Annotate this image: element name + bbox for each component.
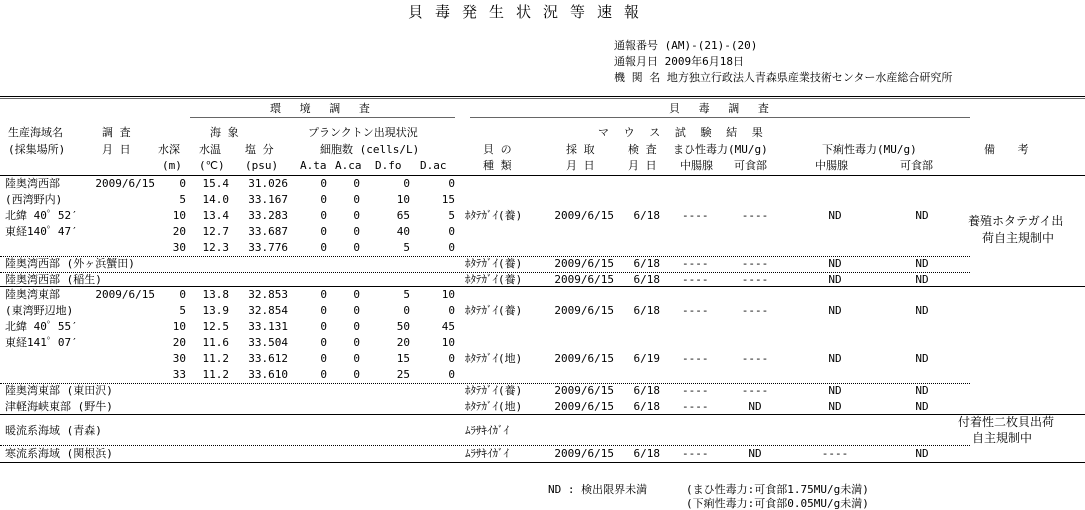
aca-header: A.ca (335, 159, 362, 172)
remark-1-line-1: 養殖ホタテガイ出 (968, 214, 1064, 228)
agency-name: 機 関 名 地方独立行政法人青森県産業技術センター水産総合研究所 (614, 71, 953, 84)
cell-psp-gut: ---- (682, 304, 709, 317)
cell-dsp-gut: ND (828, 304, 842, 317)
cell-dsp-gut: ND (828, 352, 842, 365)
dac-header: D.ac (420, 159, 447, 172)
cell-insp: 6/18 (633, 304, 660, 317)
temp-header: 水温 (199, 143, 221, 156)
header-bottom-border (0, 175, 1085, 176)
cell-sal: 33.610 (248, 368, 288, 381)
cell-dsp-edible: ND (915, 384, 929, 397)
cell-psp-edible: ND (748, 447, 762, 460)
cell-dfo: 5 (403, 241, 410, 254)
cell-aca: 0 (353, 241, 360, 254)
cell-sal: 33.283 (248, 209, 288, 222)
cell-samp: 2009/6/15 (554, 209, 614, 222)
cell-dac: 0 (448, 368, 455, 381)
dsp-edible-header: 可食部 (900, 159, 933, 172)
cell-ata: 0 (320, 368, 327, 381)
cell-depth: 30 (172, 241, 186, 254)
depth-header-1: 水深 (158, 143, 180, 156)
cell-psp-gut: ---- (682, 273, 709, 286)
footnote-dsp: (下痢性毒力:可食部0.05MU/g未満) (686, 497, 869, 510)
cell-dsp-edible: ND (915, 304, 929, 317)
cell-depth: 10 (172, 209, 186, 222)
toxin-survey-header: 貝 毒 調 査 (669, 102, 775, 115)
cell-temp: 11.2 (202, 368, 229, 381)
group-separator (0, 414, 1085, 415)
sampling-header-2: 月 日 (566, 159, 595, 172)
cell-temp: 11.2 (202, 352, 229, 365)
cell-dsp-edible: ND (915, 447, 929, 460)
row-separator (0, 256, 970, 257)
cell-dsp-edible: ND (915, 257, 929, 270)
cell-temp: 15.4 (202, 177, 229, 190)
cell-temp: 11.6 (202, 336, 229, 349)
cell-depth: 5 (179, 193, 186, 206)
sampling-header-1: 採 取 (566, 143, 595, 156)
cell-temp: 13.4 (202, 209, 229, 222)
table-top-border-inner (0, 98, 1085, 99)
cell-aca: 0 (353, 288, 360, 301)
cell-dsp-gut: ND (828, 400, 842, 413)
cell-sal: 31.026 (248, 177, 288, 190)
toxin-underline (470, 117, 970, 118)
cell-shell: ﾑﾗｻｷｲｶﾞｲ (465, 424, 509, 437)
cell-samp: 2009/6/15 (554, 384, 614, 397)
salinity-header: 塩 分 (245, 143, 274, 156)
report-date: 通報月日 2009年6月18日 (614, 55, 744, 68)
cell-psp-gut: ---- (682, 209, 709, 222)
row-separator (0, 445, 970, 446)
cell-area: (西湾野内) (5, 193, 63, 206)
cell-insp: 6/19 (633, 352, 660, 365)
inspection-header-1: 検 査 (628, 143, 657, 156)
cell-samp: 2009/6/15 (554, 400, 614, 413)
cell-shell: ﾎﾀﾃｶﾞｲ(養) (465, 257, 523, 270)
dfo-header: D.fo (375, 159, 402, 172)
mouse-test-header: マ ウ ス 試 験 結 果 (598, 126, 767, 139)
cell-dsp-gut: ---- (821, 447, 849, 460)
cell-temp: 12.7 (202, 225, 229, 238)
cell-dac: 10 (441, 288, 455, 301)
cell-depth: 30 (172, 352, 186, 365)
cell-psp-gut: ---- (682, 400, 709, 413)
cell-date: 2009/6/15 (95, 288, 155, 301)
cell-depth: 10 (172, 320, 186, 333)
cell-insp: 6/18 (633, 447, 660, 460)
cell-area: 陸奥湾東部 (東田沢) (5, 384, 113, 397)
cell-aca: 0 (353, 193, 360, 206)
cell-sal: 33.167 (248, 193, 288, 206)
cell-dfo: 65 (396, 209, 410, 222)
cell-dsp-gut: ND (828, 273, 842, 286)
cell-sal: 33.687 (248, 225, 288, 238)
cell-aca: 0 (353, 368, 360, 381)
cell-area: 陸奥湾東部 (5, 288, 60, 301)
cell-aca: 0 (353, 320, 360, 333)
cell-psp-edible: ---- (741, 209, 769, 222)
cell-area: 東経141゜07′ (5, 336, 78, 349)
psp-gut-header: 中腸腺 (680, 159, 713, 172)
cell-psp-edible: ND (748, 400, 762, 413)
cell-area: 東経140゜47′ (5, 225, 78, 238)
cell-dfo: 15 (396, 352, 410, 365)
row-separator (0, 383, 970, 384)
footnote-nd: ND : 検出限界未満 (548, 483, 648, 496)
cell-dsp-edible: ND (915, 273, 929, 286)
cell-aca: 0 (353, 225, 360, 238)
cell-samp: 2009/6/15 (554, 304, 614, 317)
cell-depth: 0 (179, 288, 186, 301)
cell-depth: 5 (179, 304, 186, 317)
sea-header: 海 象 (210, 126, 239, 139)
cell-dac: 0 (448, 352, 455, 365)
footnote-psp: (まひ性毒力:可食部1.75MU/g未満) (686, 483, 869, 496)
cell-samp: 2009/6/15 (554, 273, 614, 286)
shell-header-2: 種 類 (483, 159, 512, 172)
cells-header: 細胞数 (cells/L) (320, 143, 420, 156)
cell-dsp-gut: ND (828, 209, 842, 222)
cell-dfo: 0 (403, 304, 410, 317)
cell-area: 陸奥湾西部 (5, 177, 60, 190)
cell-dsp-gut: ND (828, 257, 842, 270)
cell-aca: 0 (353, 177, 360, 190)
psp-header: まひ性毒力(MU/g) (673, 143, 768, 156)
cell-dfo: 20 (396, 336, 410, 349)
cell-dac: 0 (448, 225, 455, 238)
cell-dfo: 0 (403, 177, 410, 190)
env-survey-header: 環 境 調 査 (270, 102, 376, 115)
cell-psp-edible: ---- (741, 384, 769, 397)
cell-area: 北緯 40゜55′ (5, 320, 78, 333)
cell-sal: 33.776 (248, 241, 288, 254)
temp-unit: (℃) (199, 159, 225, 172)
cell-ata: 0 (320, 177, 327, 190)
cell-temp: 13.9 (202, 304, 229, 317)
cell-dfo: 40 (396, 225, 410, 238)
cell-shell: ﾑﾗｻｷｲｶﾞｲ (465, 447, 509, 460)
cell-dsp-edible: ND (915, 209, 929, 222)
remark-2-line-2: 自主規制中 (972, 431, 1033, 445)
cell-temp: 13.8 (202, 288, 229, 301)
dsp-gut-header: 中腸腺 (815, 159, 848, 172)
table-top-border (0, 96, 1085, 97)
cell-insp: 6/18 (633, 257, 660, 270)
cell-sal: 33.131 (248, 320, 288, 333)
cell-insp: 6/18 (633, 384, 660, 397)
salinity-unit: (psu) (245, 159, 279, 172)
dsp-header: 下痢性毒力(MU/g) (822, 143, 917, 156)
plankton-header: プランクトン出現状況 (308, 126, 418, 139)
cell-dac: 15 (441, 193, 455, 206)
date-header-1: 調 査 (102, 126, 131, 139)
cell-ata: 0 (320, 352, 327, 365)
cell-dac: 0 (448, 177, 455, 190)
cell-dfo: 50 (396, 320, 410, 333)
cell-samp: 2009/6/15 (554, 447, 614, 460)
cell-samp: 2009/6/15 (554, 257, 614, 270)
group-separator (0, 286, 1085, 287)
cell-area: 暖流系海域 (青森) (5, 424, 102, 437)
cell-dsp-edible: ND (915, 352, 929, 365)
cell-sal: 32.853 (248, 288, 288, 301)
cell-depth: 20 (172, 336, 186, 349)
cell-psp-edible: ---- (741, 304, 769, 317)
cell-dac: 5 (448, 209, 455, 222)
cell-dac: 45 (441, 320, 455, 333)
table-bottom-border (0, 462, 1085, 463)
cell-temp: 12.5 (202, 320, 229, 333)
cell-shell: ﾎﾀﾃｶﾞｲ(地) (465, 400, 523, 413)
cell-psp-edible: ---- (741, 273, 769, 286)
cell-aca: 0 (353, 336, 360, 349)
remarks-header: 備 考 (984, 143, 1037, 156)
cell-shell: ﾎﾀﾃｶﾞｲ(養) (465, 273, 523, 286)
cell-depth: 33 (172, 368, 186, 381)
cell-area: 寒流系海域 (関根浜) (5, 447, 113, 460)
date-header-2: 月 日 (102, 143, 131, 156)
cell-ata: 0 (320, 241, 327, 254)
cell-aca: 0 (353, 304, 360, 317)
depth-header-2: (m) (162, 159, 182, 172)
cell-aca: 0 (353, 209, 360, 222)
cell-dac: 0 (448, 304, 455, 317)
report-title: 貝毒発生状況等速報 (408, 3, 652, 21)
inspection-header-2: 月 日 (628, 159, 657, 172)
cell-area: 津軽海峡東部 (野牛) (5, 400, 113, 413)
env-underline (190, 117, 455, 118)
cell-shell: ﾎﾀﾃｶﾞｲ(養) (465, 384, 523, 397)
area-header-1: 生産海域名 (8, 126, 63, 139)
row-separator (0, 272, 970, 273)
remark-1-line-2: 荷自主規制中 (982, 231, 1055, 245)
cell-sal: 33.504 (248, 336, 288, 349)
cell-sal: 32.854 (248, 304, 288, 317)
cell-ata: 0 (320, 225, 327, 238)
psp-edible-header: 可食部 (734, 159, 767, 172)
cell-temp: 12.3 (202, 241, 229, 254)
area-header-2: (採集場所) (8, 143, 66, 156)
report-number: 通報番号 (AM)-(21)-(20) (614, 39, 758, 52)
cell-insp: 6/18 (633, 273, 660, 286)
cell-psp-edible: ---- (741, 257, 769, 270)
cell-area: 陸奥湾西部 (稲生) (5, 273, 102, 286)
cell-aca: 0 (353, 352, 360, 365)
cell-depth: 20 (172, 225, 186, 238)
cell-dfo: 10 (396, 193, 410, 206)
cell-dsp-edible: ND (915, 400, 929, 413)
cell-dsp-gut: ND (828, 384, 842, 397)
remark-2-line-1: 付着性二枚貝出荷 (958, 415, 1055, 429)
cell-shell: ﾎﾀﾃｶﾞｲ(地) (465, 352, 523, 365)
cell-shell: ﾎﾀﾃｶﾞｲ(養) (465, 304, 523, 317)
cell-ata: 0 (320, 209, 327, 222)
cell-area: 北緯 40゜52′ (5, 209, 78, 222)
cell-psp-edible: ---- (741, 352, 769, 365)
cell-shell: ﾎﾀﾃｶﾞｲ(養) (465, 209, 523, 222)
cell-ata: 0 (320, 193, 327, 206)
cell-depth: 0 (179, 177, 186, 190)
cell-psp-gut: ---- (682, 384, 709, 397)
cell-dac: 0 (448, 241, 455, 254)
cell-dfo: 25 (396, 368, 410, 381)
cell-samp: 2009/6/15 (554, 352, 614, 365)
cell-ata: 0 (320, 288, 327, 301)
cell-area: 陸奥湾西部 (外ヶ浜蟹田) (5, 257, 135, 270)
cell-dac: 10 (441, 336, 455, 349)
shell-header-1: 貝 の (483, 143, 512, 156)
cell-sal: 33.612 (248, 352, 288, 365)
cell-dfo: 5 (403, 288, 410, 301)
cell-ata: 0 (320, 320, 327, 333)
cell-area: (東湾野辺地) (5, 304, 74, 317)
cell-insp: 6/18 (633, 400, 660, 413)
cell-ata: 0 (320, 336, 327, 349)
ata-header: A.ta (300, 159, 327, 172)
cell-psp-gut: ---- (682, 447, 709, 460)
cell-date: 2009/6/15 (95, 177, 155, 190)
cell-psp-gut: ---- (682, 257, 709, 270)
cell-temp: 14.0 (202, 193, 229, 206)
cell-ata: 0 (320, 304, 327, 317)
cell-insp: 6/18 (633, 209, 660, 222)
cell-psp-gut: ---- (682, 352, 709, 365)
